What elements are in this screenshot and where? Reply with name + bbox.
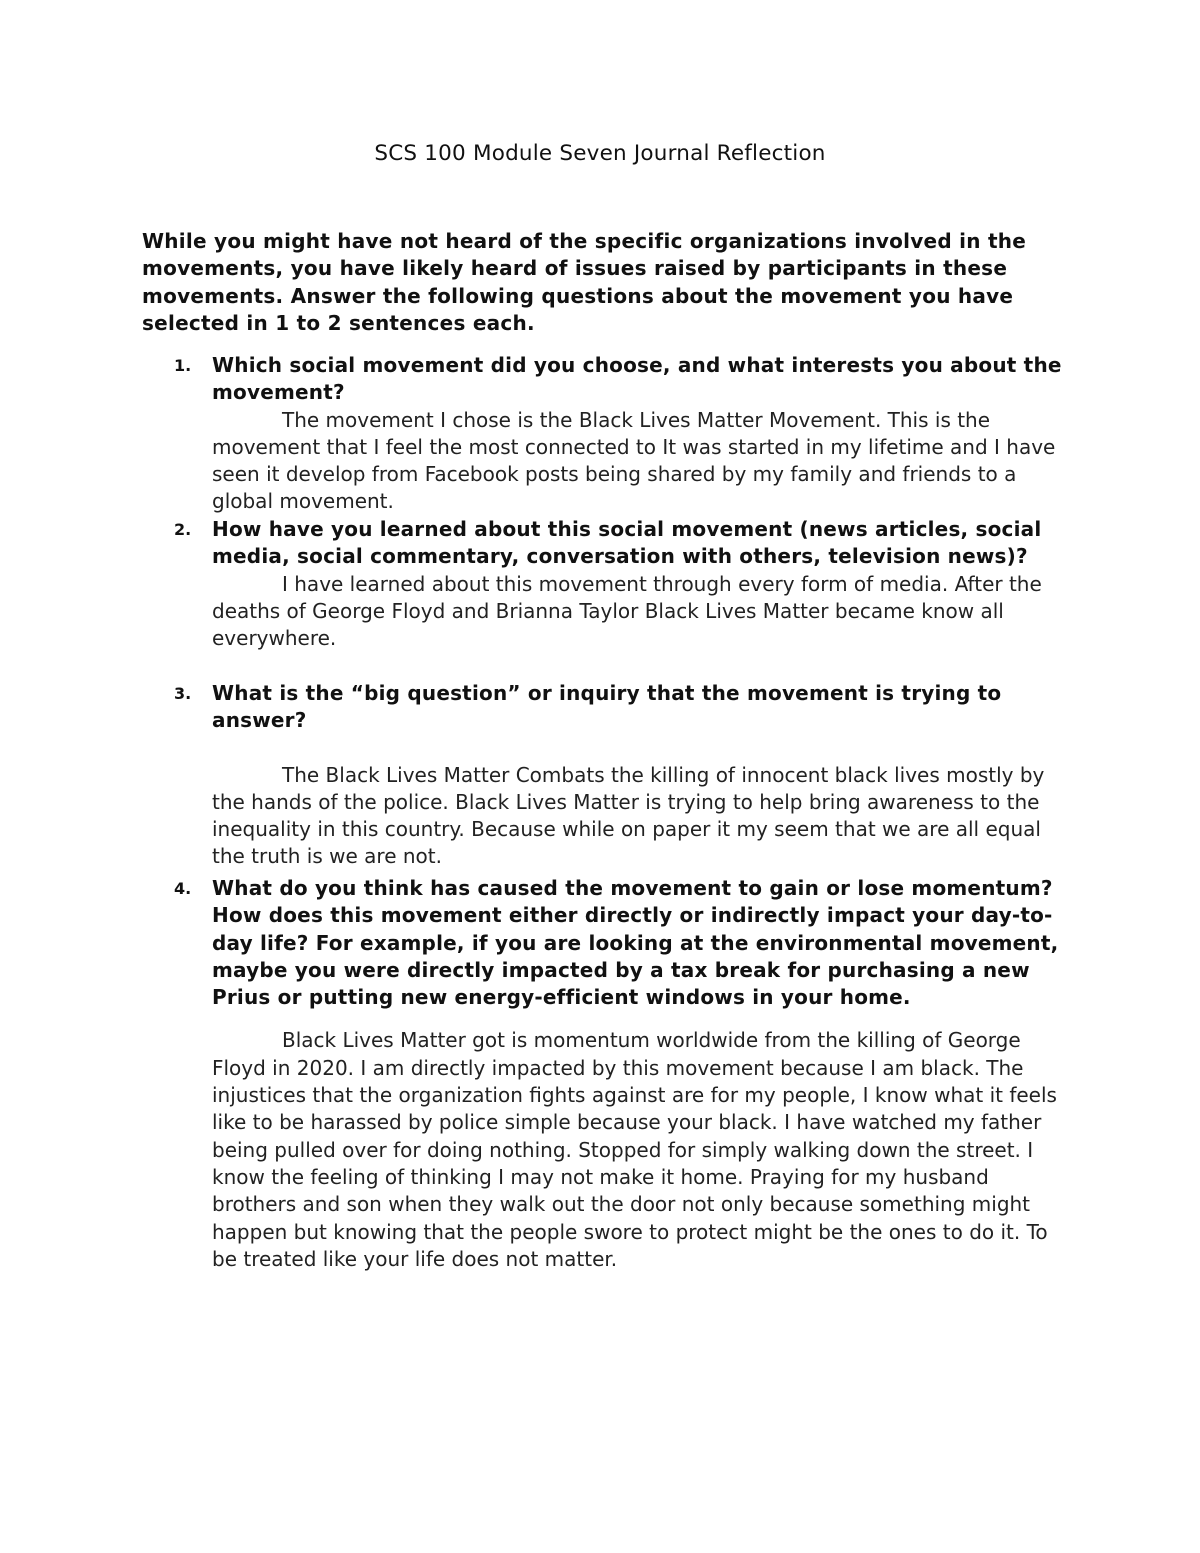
document-title: SCS 100 Module Seven Journal Reflection [374,141,826,166]
answer-text: I have learned about this movement through every form of media. After the deaths of George Floyd and Brianna Taylor Black Lives Matter became know all everywhere. [212,571,1042,651]
answer-text: Black Lives Matter got is momentum worldwide from the killing of George Floyd in 2020. I am directly impacted by this movement because I am black. The injustices that the organization fights against are for my people, I know what it feels like to be harassed by police simple because your black. I have watched my father being pulled over for doing nothing. Stopped for simply walking down the street. I know the feeling of thinking I may not make it home. Praying for my husband brothers and son when they walk out the door not only because something might happen but knowing that the people swore to protect might be the ones to do it. To be treated like your life does not matter. [212,1028,1057,1271]
question-text: What do you think has caused the movement to gain or lose momentum? How does this movement either directly or indirectly impact your day-to-day life? For example, if you are looking at the environmental movement, maybe you were directly impacted by a tax break for purchasing a new Prius or putting new energy-efficient windows in your home. [212,876,1059,1010]
question-text: What is the “big question” or inquiry that the movement is trying to answer? [212,681,1002,733]
question-number: 3. [174,684,192,703]
question-item-4 [174,875,1062,1273]
question-number: 1. [174,356,192,375]
answer-text: The Black Lives Matter Combats the killing of innocent black lives mostly by the hands of the police. Black Lives Matter is trying to help bring awareness to the inequality in this country. Because while on paper it my seem that we are all equal the truth is we are not. [212,762,1045,869]
intro-paragraph: While you might have not heard of the specific organizations involved in the movements, you have likely heard of issues raised by participants in these movements. Answer the following questions about the movement you have selected in 1 to 2 sentences each. [142,229,1027,335]
question-text: Which social movement did you choose, and what interests you about the movement? [212,353,1062,405]
question-item-2 [174,516,1062,652]
question-number: 2. [174,520,192,539]
question-number: 4. [174,879,192,898]
question-item-1 [174,352,1062,516]
question-item-3 [174,680,1062,871]
answer-text: The movement I chose is the Black Lives Matter Movement. This is the movement that I feel the most connected to It was started in my lifetime and I have seen it develop from Facebook posts being shared by my family and friends to a global movement. [212,407,1056,514]
question-text: How have you learned about this social movement (news articles, social media, social commentary, conversation with others, television news)? [212,517,1042,569]
